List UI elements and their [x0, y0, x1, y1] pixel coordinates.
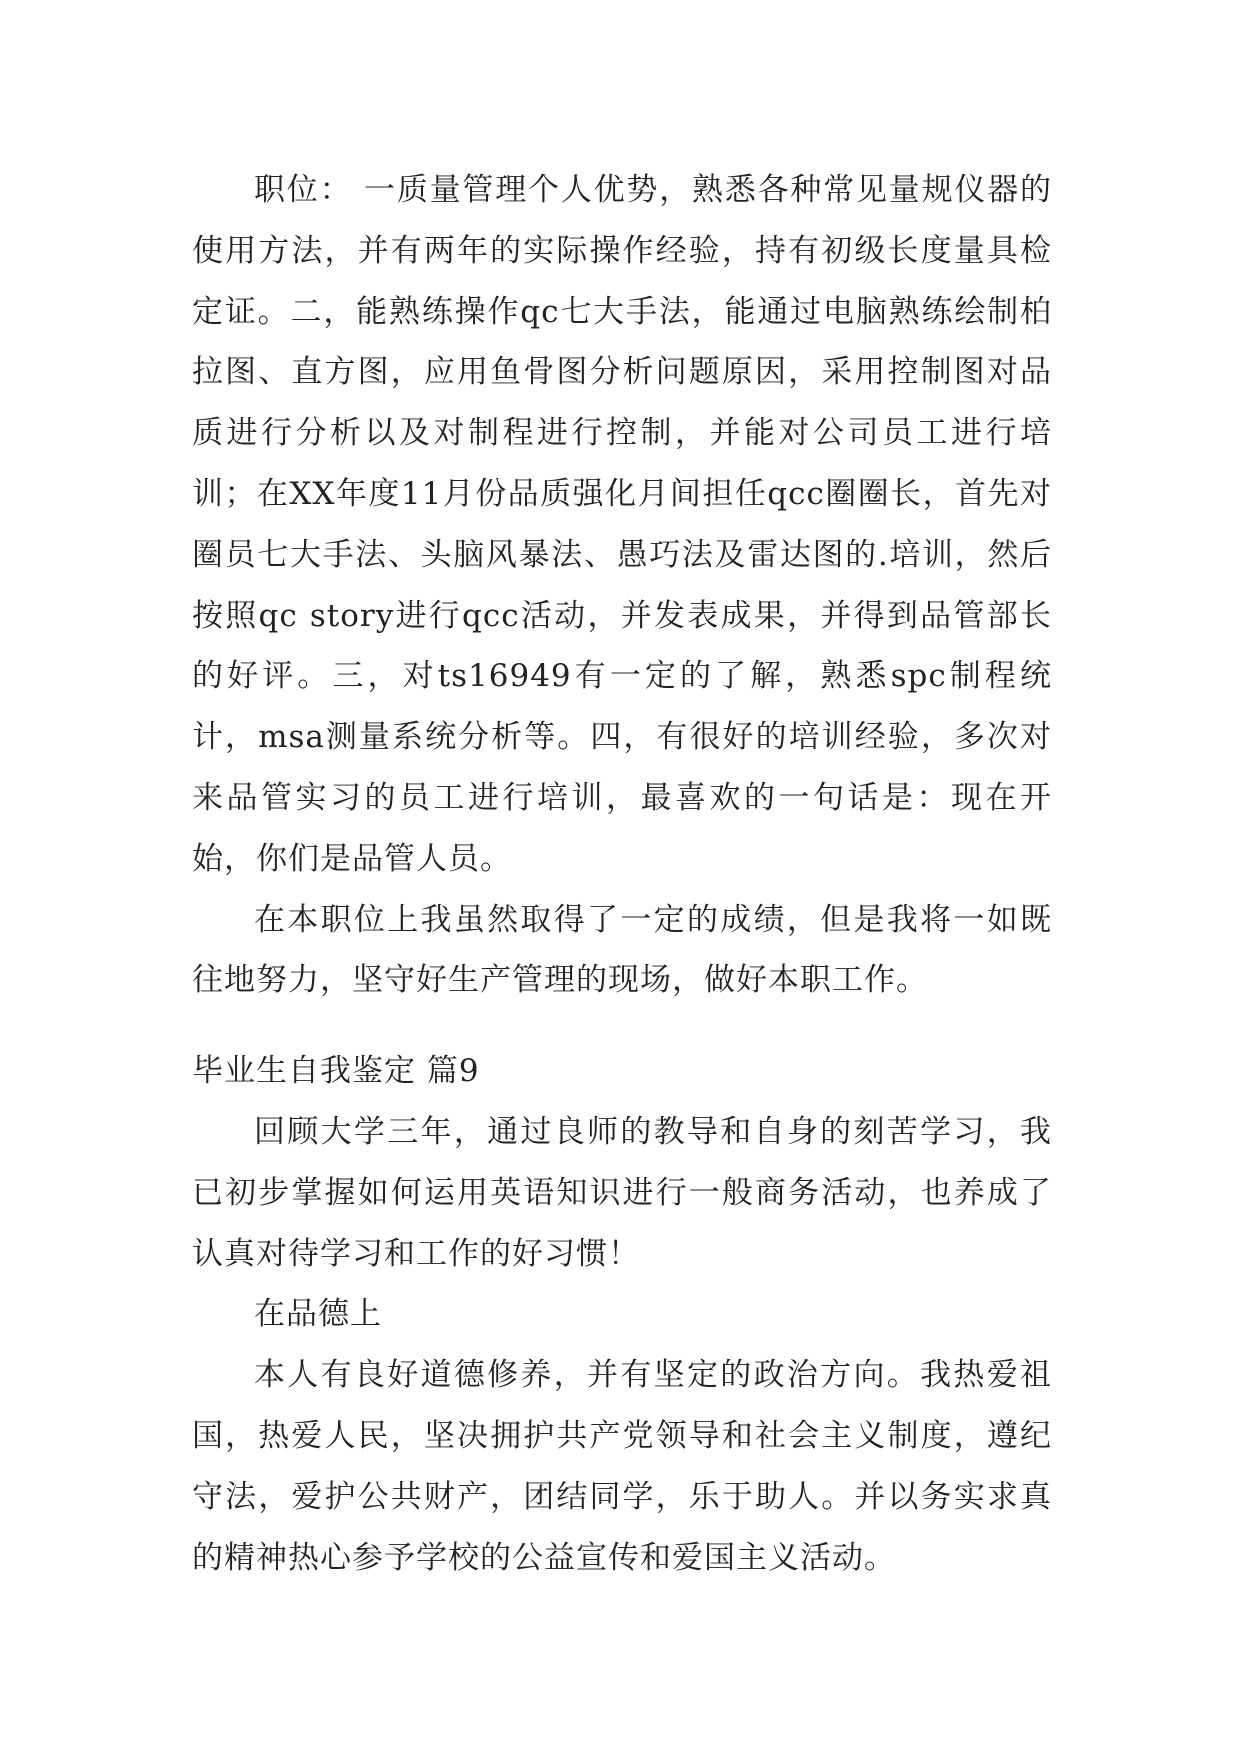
paragraph-moral-character: 本人有良好道德修养，并有坚定的政治方向。我热爱祖国，热爱人民，坚决拥护共产党领导和社会主义制度，遵纪守法，爱护公共财产，团结同学，乐于助人。并以务实求真的精神热心参予学校的公益宣传和爱国主义活动。: [192, 1357, 1052, 1576]
paragraph-job-commitment: 在本职位上我虽然取得了一定的成绩，但是我将一如既往地努力，坚守好生产管理的现场，做好本职工作。: [192, 901, 1052, 999]
paragraph-quality-skills: 职位： 一质量管理个人优势，熟悉各种常见量规仪器的使用方法，并有两年的实际操作经验，持有初级长度量具检定证。二，能熟练操作qc七大手法，能通过电脑熟练绘制柏拉图、直方图，应用鱼骨图分析问题原因，采用控制图对品质进行分析以及对制程进行控制，并能对公司员工进行培训；在XX年度11月份品质强化月间担任qcc圈圈长，首先对圈员七大手法、头脑风暴法、愚巧法及雷达图的.培训，然后按照qc story进行qcc活动，并发表成果，并得到品管部长的好评。三，对ts16949有一定的了解，熟悉spc制程统计，msa测量系统分析等。四，有很好的培训经验，多次对来品管实习的员工进行培训，最喜欢的一句话是：现在开始，你们是品管人员。: [192, 172, 1052, 877]
paragraph-university-review: 回顾大学三年，通过良师的教导和自身的刻苦学习，我已初步掌握如何运用英语知识进行一般商务活动，也养成了认真对待学习和工作的好习惯！: [192, 1113, 1052, 1272]
document-body: [192, 160, 1052, 1588]
section-heading: 毕业生自我鉴定 篇9: [192, 1053, 480, 1090]
paragraph-moral-heading: 在品德上: [254, 1296, 382, 1333]
